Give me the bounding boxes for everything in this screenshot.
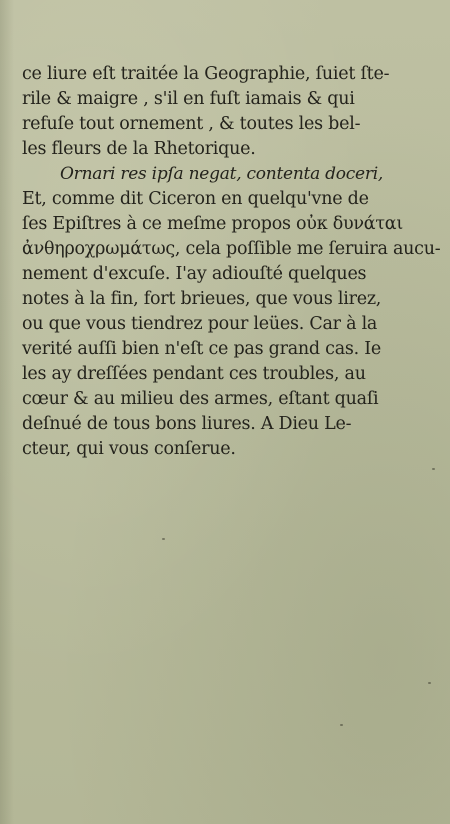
text-line-1: ce liure eſt traitée la Geographie, ſuiet ſte- — [22, 64, 390, 84]
text-line-16: ctеur, qui vous conſerue. — [22, 439, 236, 459]
text-line-13: les ay dreſſées pendant ces troubles, au — [22, 364, 366, 384]
latin-quotation: Ornari res ipſa negat, contenta doceri, — [60, 164, 384, 184]
text-line-6: Et, comme dit Ciceron en quelqu'vne de — [22, 189, 369, 209]
text-line-3: refuſe tout ornement , & toutes les bel- — [22, 114, 361, 134]
text-line-8: ἀνθηροχρωμάτως, cela poſſible me ſeruira aucu- — [22, 239, 441, 259]
text-line-2: rile & maigre , s'il en fuſt iamais & qui — [22, 89, 355, 109]
text-line-11: ou que vous tiendrez pour leües. Car à la — [22, 314, 378, 334]
paper-speck — [340, 724, 343, 726]
text-line-14: cœur & au milieu des armes, eſtant quaſi — [22, 389, 379, 409]
text-line-7: ſes Epiſtres à ce meſme propos οὐκ δυνάται — [22, 214, 403, 234]
text-line-10: notes à la fin, fort brieues, que vous lirez, — [22, 289, 382, 309]
page-text-block — [22, 62, 441, 462]
page-gutter-shadow — [0, 0, 14, 824]
text-line-9: nement d'excuſe. I'ay adiouſté quelques — [22, 264, 367, 284]
paper-speck — [428, 682, 431, 684]
paper-speck — [432, 468, 435, 470]
text-line-15: deſnué de tous bons liures. A Dieu Le- — [22, 414, 352, 434]
text-line-4: les fleurs de la Rhetorique. — [22, 139, 256, 159]
text-line-12: verité auſſi bien n'eſt ce pas grand cas. Ie — [22, 339, 382, 359]
paper-speck — [162, 538, 165, 540]
